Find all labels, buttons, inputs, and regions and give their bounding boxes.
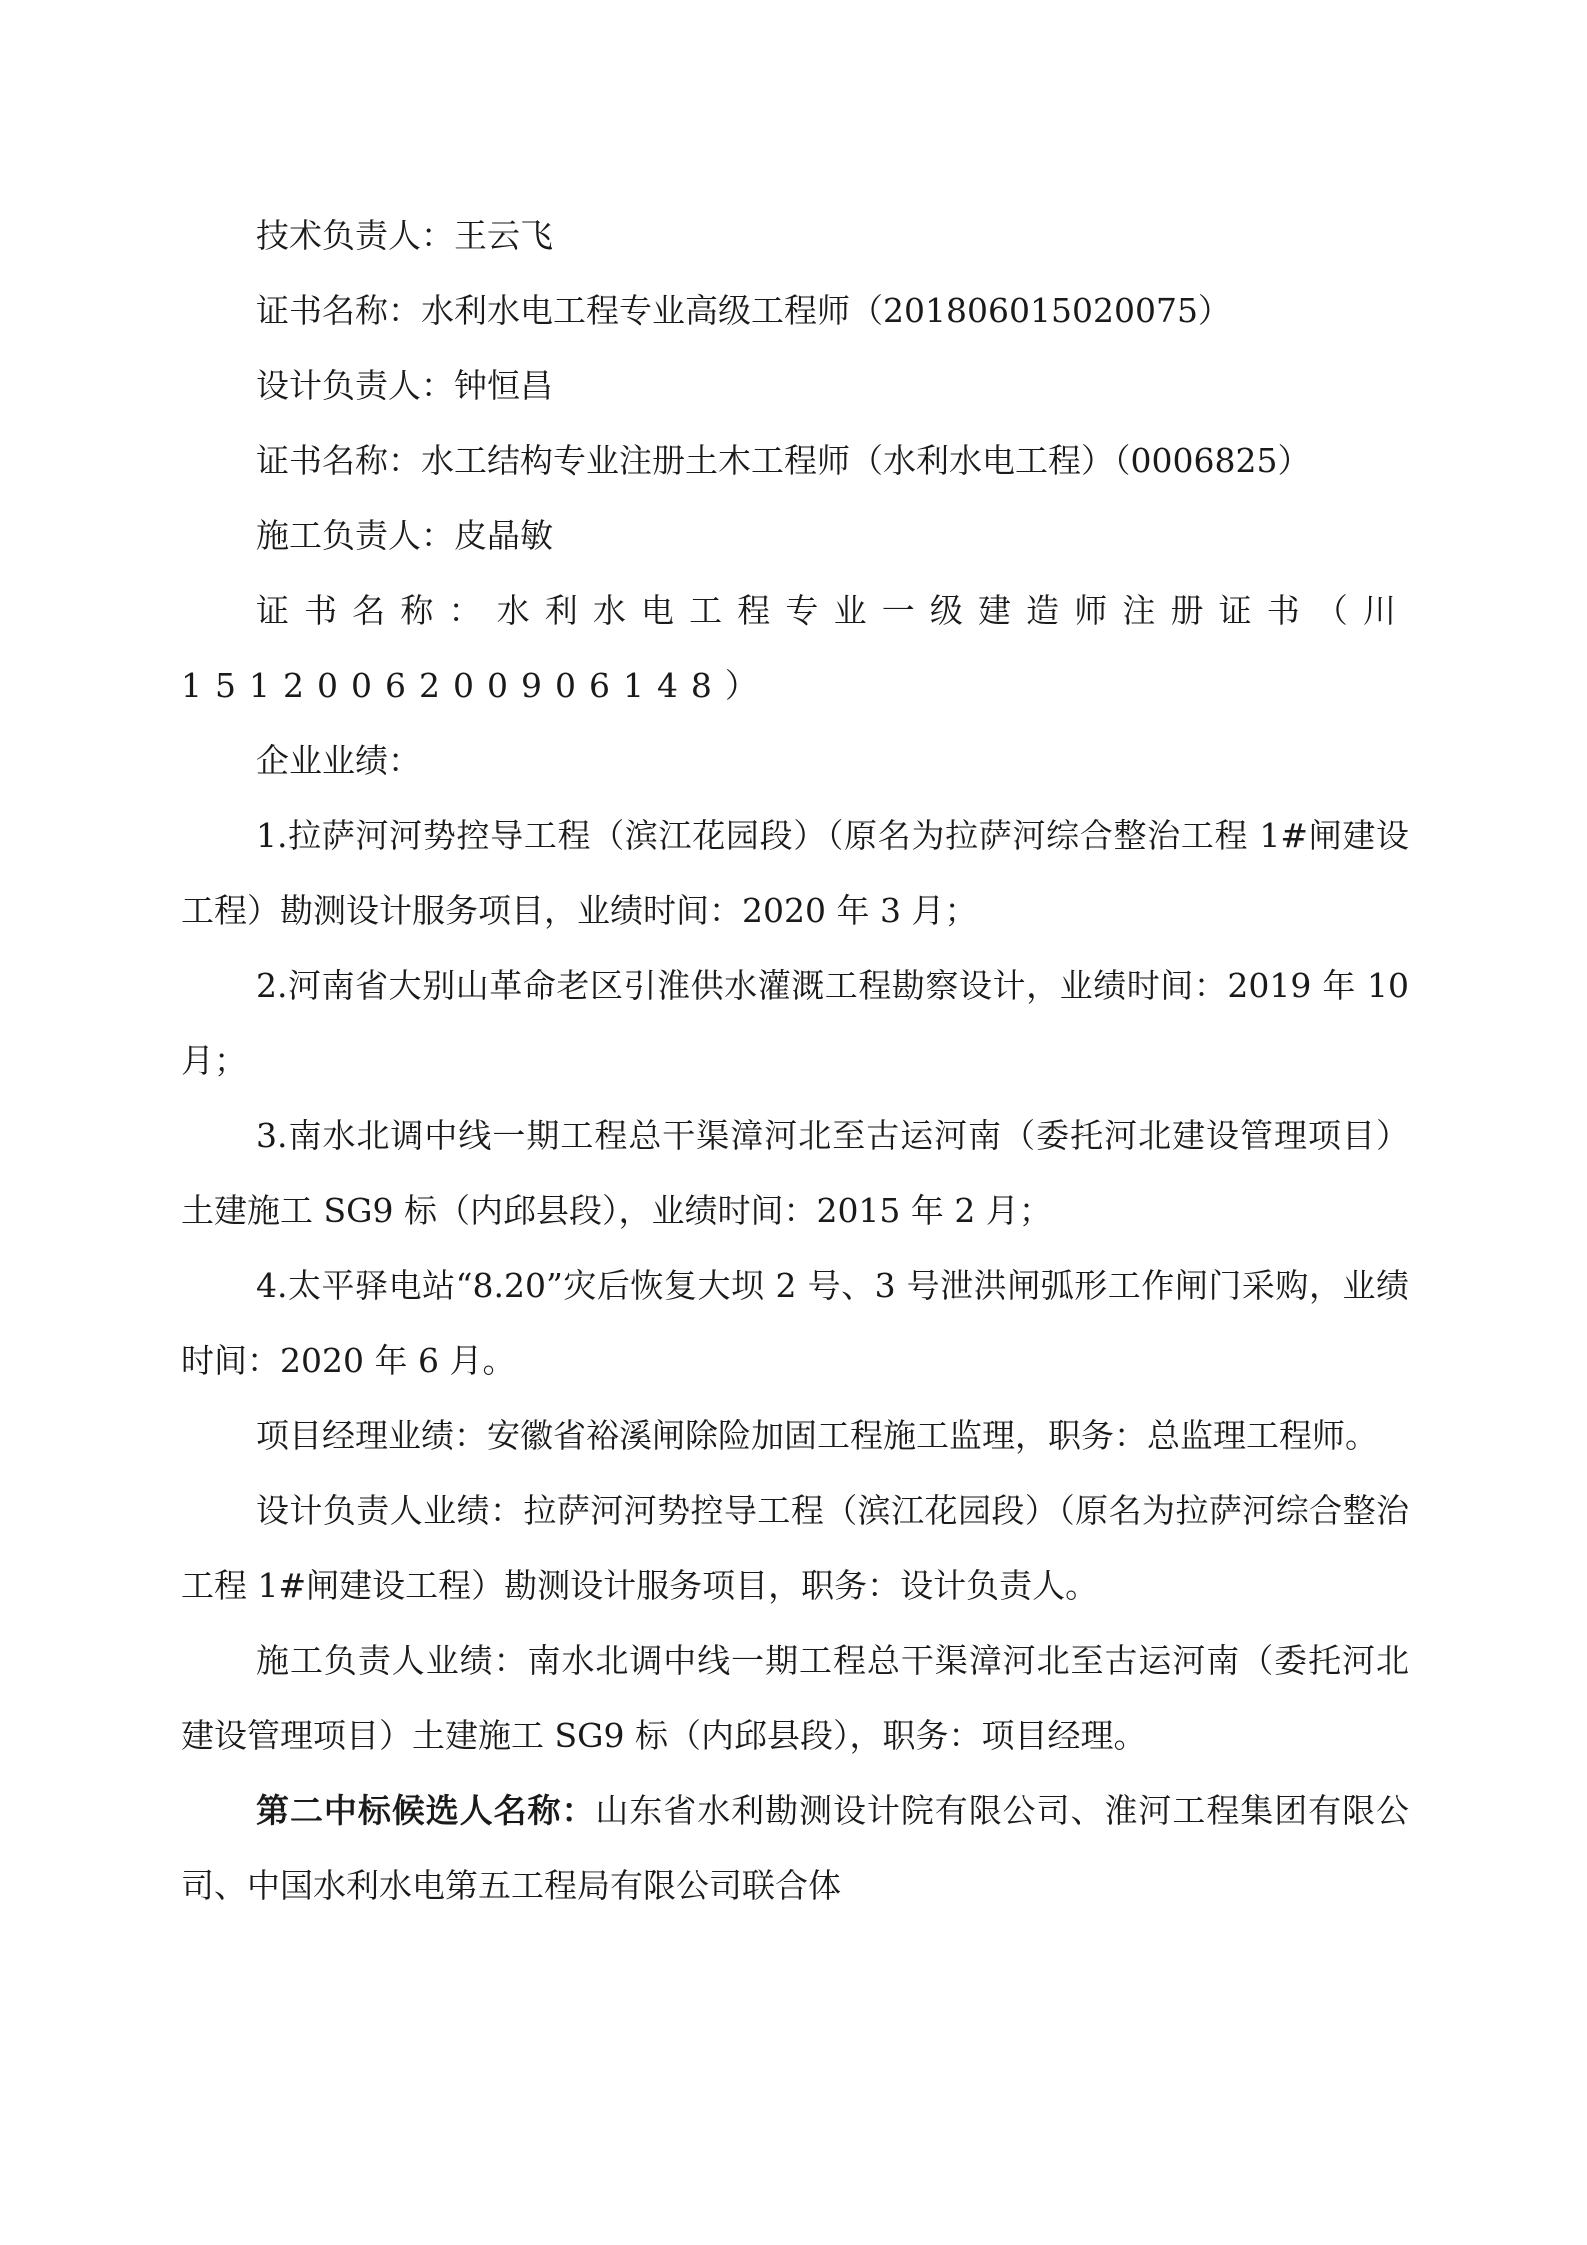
performance-item-4: 4.太平驿电站“8.20”灾后恢复大坝 2 号、3 号泄洪闸弧形工作闸门采购，业绩时间：2020 年 6 月。 bbox=[181, 1266, 1409, 1380]
tech-lead-line: 技术负责人：王云飞 bbox=[256, 216, 553, 255]
design-lead-performance: 设计负责人业绩：拉萨河河势控导工程（滨江花园段）（原名为拉萨河综合整治工程 1#闸建设工程）勘测设计服务项目，职务：设计负责人。 bbox=[181, 1491, 1409, 1605]
construction-cert-line: 证书名称：水利水电工程专业一级建造师注册证书（川1512006200906148） bbox=[181, 591, 1409, 705]
performance-item-1: 1.拉萨河河势控导工程（滨江花园段）（原名为拉萨河综合整治工程 1#闸建设工程）勘测设计服务项目，业绩时间：2020 年 3 月； bbox=[181, 816, 1409, 930]
pm-performance: 项目经理业绩：安徽省裕溪闸除险加固工程施工监理，职务：总监理工程师。 bbox=[256, 1416, 1378, 1455]
second-candidate-label: 第二中标候选人名称： bbox=[256, 1791, 596, 1830]
construction-lead-line: 施工负责人：皮晶敏 bbox=[256, 516, 553, 555]
performance-item-2: 2.河南省大别山革命老区引淮供水灌溉工程勘察设计，业绩时间：2019 年 10 月； bbox=[181, 966, 1409, 1080]
company-performance-heading: 企业业绩： bbox=[256, 741, 421, 780]
construction-lead-performance: 施工负责人业绩：南水北调中线一期工程总干渠漳河北至古运河南（委托河北建设管理项目）土建施工 SG9 标（内邱县段），职务：项目经理。 bbox=[181, 1641, 1409, 1755]
tech-cert-line: 证书名称：水利水电工程专业高级工程师（201806015020075） bbox=[256, 291, 1231, 330]
document-body bbox=[181, 198, 1409, 1923]
second-candidate-value: 山东省水利勘测设计院有限公司、淮河工程集团有限公司、中国水利水电第五工程局有限公司联合体 bbox=[181, 1791, 1410, 1905]
design-lead-line: 设计负责人：钟恒昌 bbox=[256, 366, 553, 405]
second-candidate-line bbox=[181, 1773, 1409, 1923]
performance-item-3: 3.南水北调中线一期工程总干渠漳河北至古运河南（委托河北建设管理项目）土建施工 SG9 标（内邱县段），业绩时间：2015 年 2 月； bbox=[181, 1116, 1409, 1230]
design-cert-line: 证书名称：水工结构专业注册土木工程师（水利水电工程）（0006825） bbox=[256, 441, 1311, 480]
